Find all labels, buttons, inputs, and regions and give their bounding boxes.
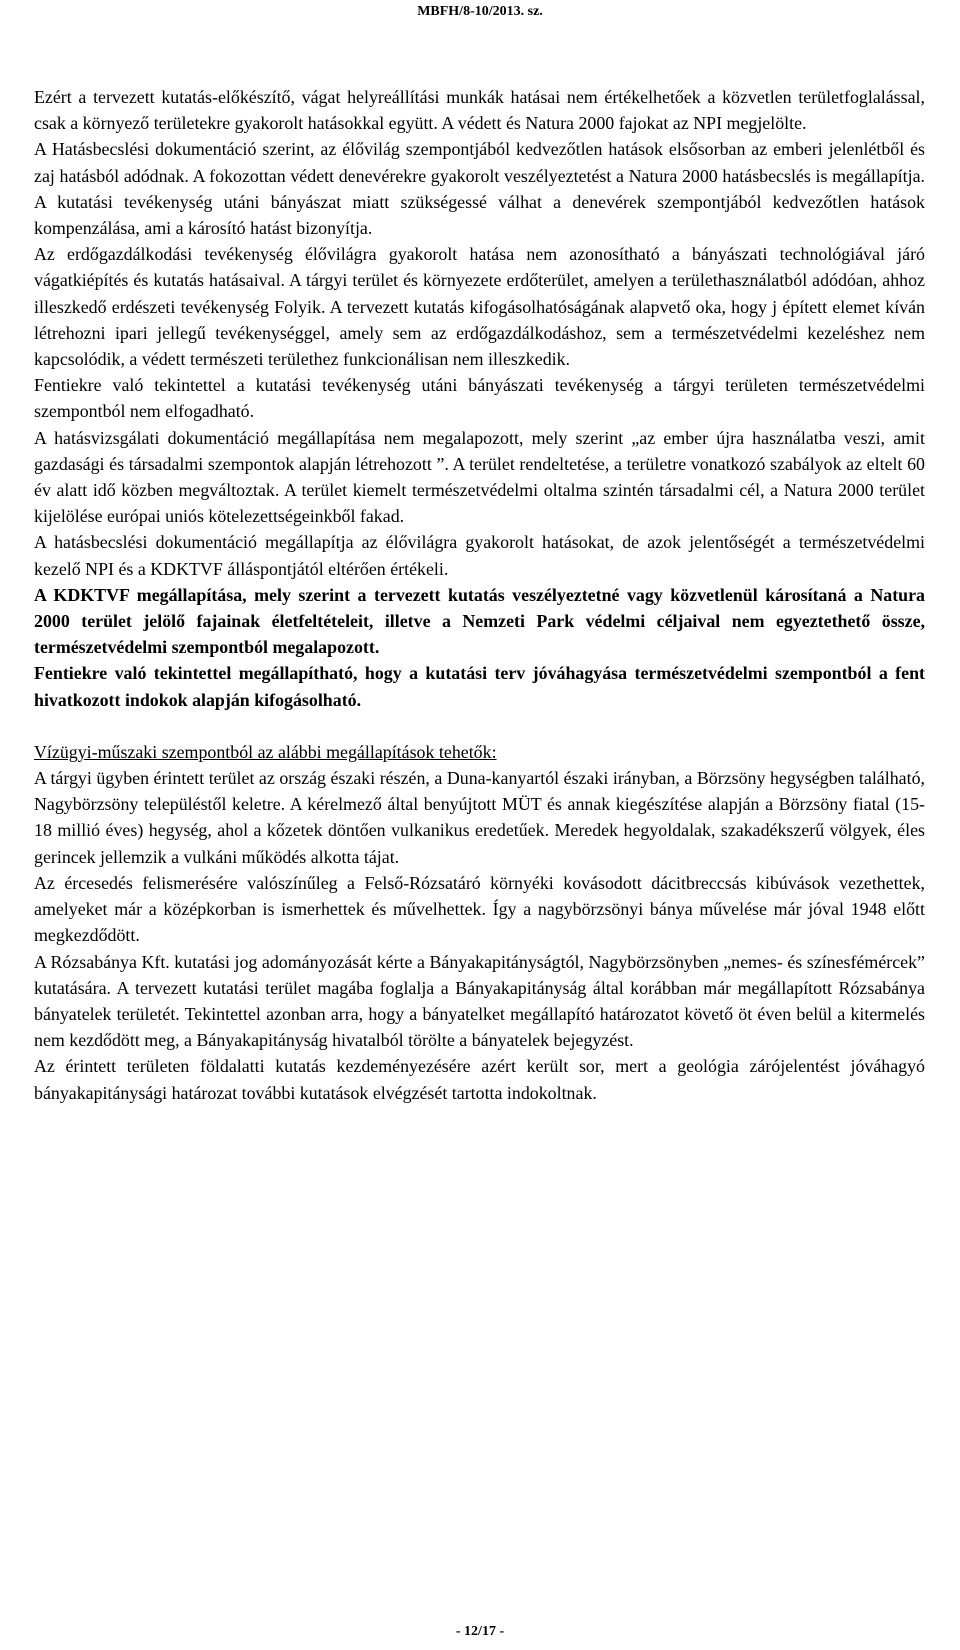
paragraph-mining-not-acceptable: Fentiekre való tekintettel a kutatási tevékenység utáni bányászati tevékenység a tárgyi területen természetvédelmi szempontból nem elfogadható. bbox=[34, 375, 925, 422]
paragraph-conclusion: Fentiekre való tekintettel megállapítható, hogy a kutatási terv jóváhagyása természetvédelmi szempontból a fent hivatkozott indokok alapján kifogásolható. bbox=[34, 663, 925, 710]
paragraph-documentation-unfounded: A hatásvizsgálati dokumentáció megállapítása nem megalapozott, mely szerint „az ember újra használatba veszi, amit gazdasági és társadalmi szempontok alapján létrehozott ”. A terület rendeltetése, a területre vonatkozó szabályok az eltelt 60 év alatt idő közben megváltoztak. A terület kiemelt természetvédelmi oltalma szintén társadalmi cél, a Natura 2000 terület kijelölése európai uniós kötelezettségeinkből fakad. bbox=[34, 427, 925, 527]
paragraph-ore-history: Az ércesedés felismerésére valószínűleg a Felső-Rózsatáró környéki kovásodott dácitbreccsás kibúvások vezethettek, amelyeket már a középkorban is ismerhettek és művelhettek. Így a nagybörzsönyi bánya művelése már jóval 1948 előtt megkezdődött. bbox=[34, 872, 925, 946]
paragraph-forestry: Az erdőgazdálkodási tevékenység élővilágra gyakorolt hatása nem azonosítható a bányászati technológiával járó vágatkiépítés és kutatás hatásaival. A tárgyi terület és környezete erdőterület, amelyen a területhasználatból adódóan, ahhoz illeszkedő erdészeti tevékenység Folyik. A tervezett kutatás kifogásolhatóságának alapvető oka, hogy j épített elemet kíván létrehozni ipari jellegű tevékenységgel, amely sem az erdőgazdálkodáshoz, sem a természetvédelmi kezeléshez nem kapcsolódik, a védett természeti területhez funkcionálisan nem illeszkedik. bbox=[34, 244, 925, 370]
paragraph-assessment-differs: A hatásbecslési dokumentáció megállapítja az élővilágra gyakorolt hatásokat, de azok jelentőségét a természetvédelmi kezelő NPI és a KDKTVF álláspontjától eltérően értékeli. bbox=[34, 532, 925, 579]
paragraph-area-location: A tárgyi ügyben érintett terület az ország északi részén, a Duna-kanyartól északi irányban, a Börzsöny hegységben található, Nagybörzsöny településtől keletre. A kérelmező által benyújtott MÜT és annak kiegészítése alapján a Börzsöny fiatal (15-18 millió éves) hegység, ahol a kőzetek döntően vulkanikus eredetűek. Meredek hegyoldalak, szakadékszerű völgyek, éles gerincek jellemzik a vulkáni működés alkotta tájat. bbox=[34, 768, 925, 867]
paragraph-kdktvf-finding: A KDKTVF megállapítása, mely szerint a tervezett kutatás veszélyeztetné vagy közvetlenül károsítaná a Natura 2000 terület jelölő fajainak életfeltételeit, illetve a Nemzeti Park védelmi céljaival nem egyeztethető össze, természetvédelmi szempontból megalapozott. bbox=[34, 584, 925, 658]
document-body bbox=[34, 84, 925, 1106]
section-heading-water-technical: Vízügyi-műszaki szempontból az alábbi megállapítások tehetők: bbox=[34, 741, 497, 762]
paragraph-rozsabanya: A Rózsabánya Kft. kutatási jog adományozását kérte a Bányakapitányságtól, Nagybörzsönyben „nemes- és színesfémércek” kutatására. A tervezett kutatási terület magába foglalja a Bányakapitányság által korábban már megállapított Rózsabánya bányatelek területét. Tekintettel azonban arra, hogy a bányatelket megállapító határozatot követő öt éven belül a kitermelés nem kezdődött meg, a Bányakapitányság hivatalból törölte a bányatelek bejegyzést. bbox=[34, 951, 925, 1051]
document-reference-header: MBFH/8-10/2013. sz. bbox=[417, 4, 543, 19]
paragraph-underground-research: Az érintett területen földalatti kutatás kezdeményezésére azért került sor, mert a geológia zárójelentést jóváhagyó bányakapitánysági határozat további kutatások elvégzését tartotta indokoltnak. bbox=[34, 1056, 925, 1103]
page-number-footer: - 12/17 - bbox=[455, 1624, 505, 1639]
paragraph-impact-assessment: Ezért a tervezett kutatás-előkészítő, vágat helyreállítási munkák hatásai nem értékelhetőek a közvetlen területfoglalással, csak a környező területekre gyakorolt hatásokkal együtt. A védett és Natura 2000 fajokat az NPI megjelölte. bbox=[34, 87, 925, 134]
paragraph-habitat-effects: A Hatásbecslési dokumentáció szerint, az élővilág szempontjából kedvezőtlen hatások elsősorban az emberi jelenlétből és zaj hatásból adódnak. A fokozottan védett denevérekre gyakorolt veszélyeztetést a Natura 2000 hatásbecslés is megállapítja. A kutatási tevékenység utáni bányászat miatt szükségessé válhat a denevérek szempontjából kedvezőtlen hatások kompenzálása, ami a károsító hatást bizonyítja. bbox=[34, 139, 925, 239]
